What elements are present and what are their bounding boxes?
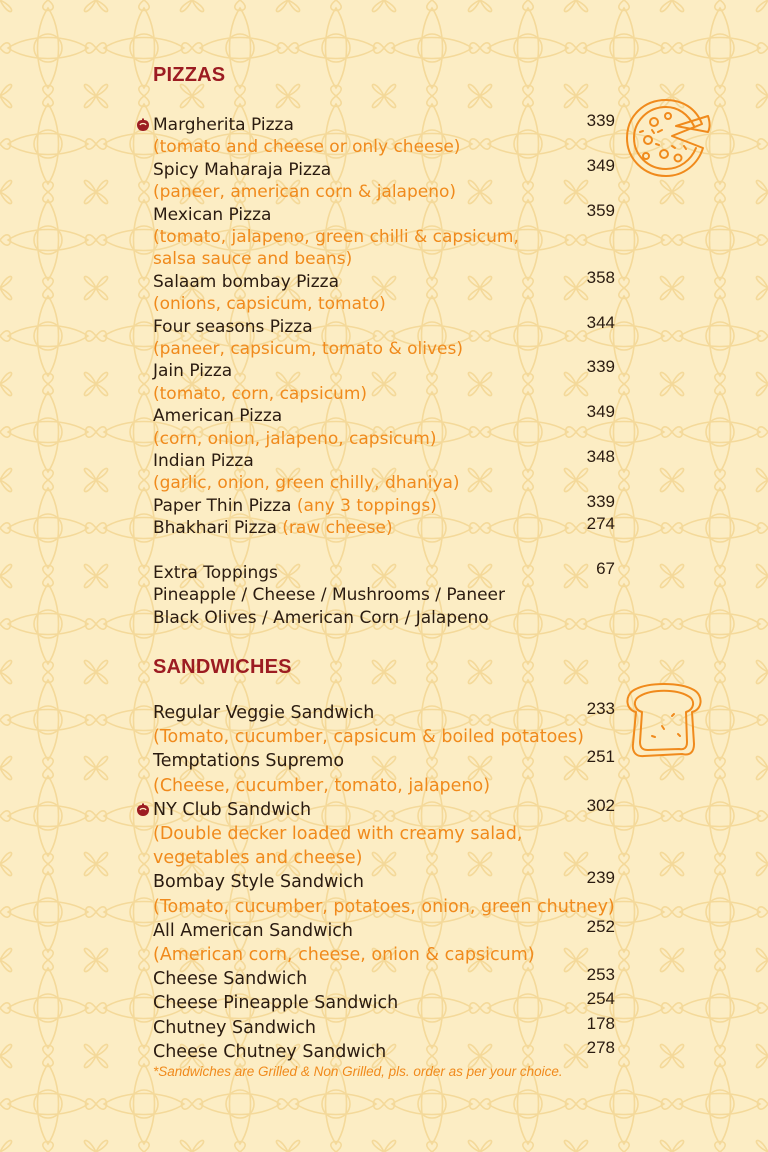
menu-item — [153, 514, 615, 539]
menu-item-desc — [153, 428, 615, 450]
extra-toppings-text: Extra Toppings — [153, 563, 278, 583]
menu-item-desc-text: (paneer, capsicum, tomato & olives) — [153, 339, 463, 359]
menu-item-desc-text: vegetables and cheese) — [153, 848, 363, 869]
menu-item-price: 339 — [586, 491, 615, 511]
menu-item-text: Cheese Pineapple Sandwich — [153, 993, 399, 1014]
menu-item-text: Paper Thin Pizza — [153, 495, 292, 516]
menu-item-text: Bhakhari Pizza — [153, 518, 277, 539]
menu-item-desc-text: (tomato and cheese or only cheese) — [153, 137, 461, 158]
menu-item-desc-text: (corn, onion, jalapeno, capsicum) — [153, 428, 437, 449]
menu-item-desc-text: (Double decker loaded with creamy salad, — [153, 824, 523, 844]
menu-item-desc — [153, 944, 615, 966]
menu-item-desc — [153, 338, 615, 360]
menu-item-price: 274 — [586, 514, 615, 534]
extra-toppings — [153, 559, 615, 584]
menu-item-desc — [153, 293, 615, 315]
menu-item — [153, 1037, 615, 1063]
sandwich-note: *Sandwiches are Grilled & Non Grilled, pls. order as per your choice. — [153, 1064, 563, 1079]
menu-item — [153, 267, 615, 293]
menu-item-text: Jain Pizza — [153, 361, 233, 382]
menu-item — [153, 795, 615, 821]
menu-item-text: Cheese Sandwich — [153, 969, 308, 990]
menu-item-price: 359 — [586, 200, 615, 220]
menu-item-desc-text: (tomato, jalapeno, green chilli & capsicum, — [153, 227, 519, 247]
menu-item-text: Indian Pizza — [153, 451, 254, 471]
menu-item-desc-text: (American corn, cheese, onion & capsicum) — [153, 945, 535, 965]
menu-item-desc — [153, 226, 615, 248]
menu-item-text: Four seasons Pizza — [153, 316, 313, 337]
menu-item-price: 233 — [586, 699, 615, 718]
menu-item-desc — [153, 383, 615, 405]
menu-item-desc — [153, 775, 615, 797]
menu-item-price: 239 — [586, 868, 615, 888]
menu-item-desc-text: (Tomato, cucumber, potatoes, onion, green chutney) — [153, 896, 615, 917]
pizzas-title: PIZZAS — [153, 64, 226, 86]
menu-item-desc — [153, 896, 615, 918]
menu-item-desc — [153, 472, 615, 494]
chef-special-icon — [136, 803, 150, 817]
menu-item-text: Mexican Pizza — [153, 204, 272, 225]
menu-item-desc-text: (onions, capsicum, tomato) — [153, 294, 386, 315]
menu-item-text: Temptations Supremo — [153, 751, 345, 772]
menu-item-desc — [153, 181, 615, 203]
menu-item-desc — [153, 136, 615, 158]
menu-item-inline-desc: (any 3 toppings) — [296, 495, 437, 516]
menu-item-price: 339 — [586, 357, 615, 377]
menu-item-price: 278 — [586, 1037, 615, 1057]
menu-item-desc-text: salsa sauce and beans) — [153, 249, 353, 270]
menu-item-price: 349 — [586, 402, 615, 422]
menu-item — [153, 357, 615, 382]
menu-item-price: 254 — [586, 989, 615, 1009]
menu-item-text: Bombay Style Sandwich — [153, 872, 364, 893]
menu-item-price: 302 — [586, 795, 615, 815]
menu-item — [153, 312, 615, 338]
menu-item-desc — [153, 726, 615, 748]
menu-item — [153, 699, 615, 724]
menu-item-inline-desc: (raw cheese) — [282, 518, 393, 539]
extra-toppings-list-text: Black Olives / American Corn / Jalapeno — [153, 607, 489, 628]
menu-item — [153, 1013, 615, 1039]
extra-toppings-list — [153, 584, 615, 606]
menu-item-text: Chutney Sandwich — [153, 1017, 316, 1038]
menu-item-price: 252 — [586, 916, 615, 936]
menu-item-desc-text: (garlic, onion, green chilly, dhaniya) — [153, 473, 460, 494]
menu-item — [153, 868, 615, 893]
menu-item-price: 251 — [586, 747, 615, 767]
menu-item — [153, 200, 615, 226]
menu-item — [153, 402, 615, 427]
menu-item-text: American Pizza — [153, 406, 283, 427]
menu-item-price: 253 — [586, 965, 615, 985]
menu-item — [153, 916, 615, 942]
menu-item-desc — [153, 847, 615, 869]
pizza-slice-illustration — [624, 96, 712, 180]
menu-item — [153, 965, 615, 990]
menu-item-text: All American Sandwich — [153, 920, 354, 941]
menu-item — [153, 111, 615, 136]
menu-item-desc-text: (Cheese, cucumber, tomato, jalapeno) — [153, 775, 491, 796]
menu-item — [153, 447, 615, 472]
menu-item-text: Regular Veggie Sandwich — [153, 703, 375, 723]
menu-item-price: 178 — [586, 1013, 615, 1033]
menu-item-price: 349 — [586, 155, 615, 175]
menu-item-price: 344 — [586, 312, 615, 332]
menu-item-price: 339 — [586, 111, 615, 130]
menu-item — [153, 747, 615, 772]
menu-item-text: NY Club Sandwich — [153, 799, 312, 820]
extra-toppings-list — [153, 607, 615, 629]
menu-item — [153, 491, 615, 517]
menu-item-desc — [153, 823, 615, 845]
menu-item-text: Cheese Chutney Sandwich — [153, 1041, 387, 1062]
menu-item-desc — [153, 248, 615, 270]
menu-item — [153, 989, 615, 1014]
menu-item — [153, 155, 615, 181]
menu-item-text: Spicy Maharaja Pizza — [153, 159, 332, 180]
menu-item-desc-text: (Tomato, cucumber, capsicum & boiled potatoes) — [153, 727, 585, 748]
menu-item-price: 358 — [586, 267, 615, 287]
menu-item-desc-text: (paneer, american corn & jalapeno) — [153, 182, 457, 203]
sandwiches-title: SANDWICHES — [153, 656, 292, 678]
menu-item-price: 67 — [596, 559, 615, 578]
menu-item-text: Margherita Pizza — [153, 115, 294, 135]
menu-item-price: 348 — [586, 447, 615, 466]
extra-toppings-list-text: Pineapple / Cheese / Mushrooms / Paneer — [153, 585, 505, 606]
bread-slice-illustration — [622, 682, 704, 760]
menu-item-text: Salaam bombay Pizza — [153, 271, 340, 292]
menu-item-desc-text: (tomato, corn, capsicum) — [153, 383, 368, 404]
chef-special-icon — [136, 118, 150, 132]
